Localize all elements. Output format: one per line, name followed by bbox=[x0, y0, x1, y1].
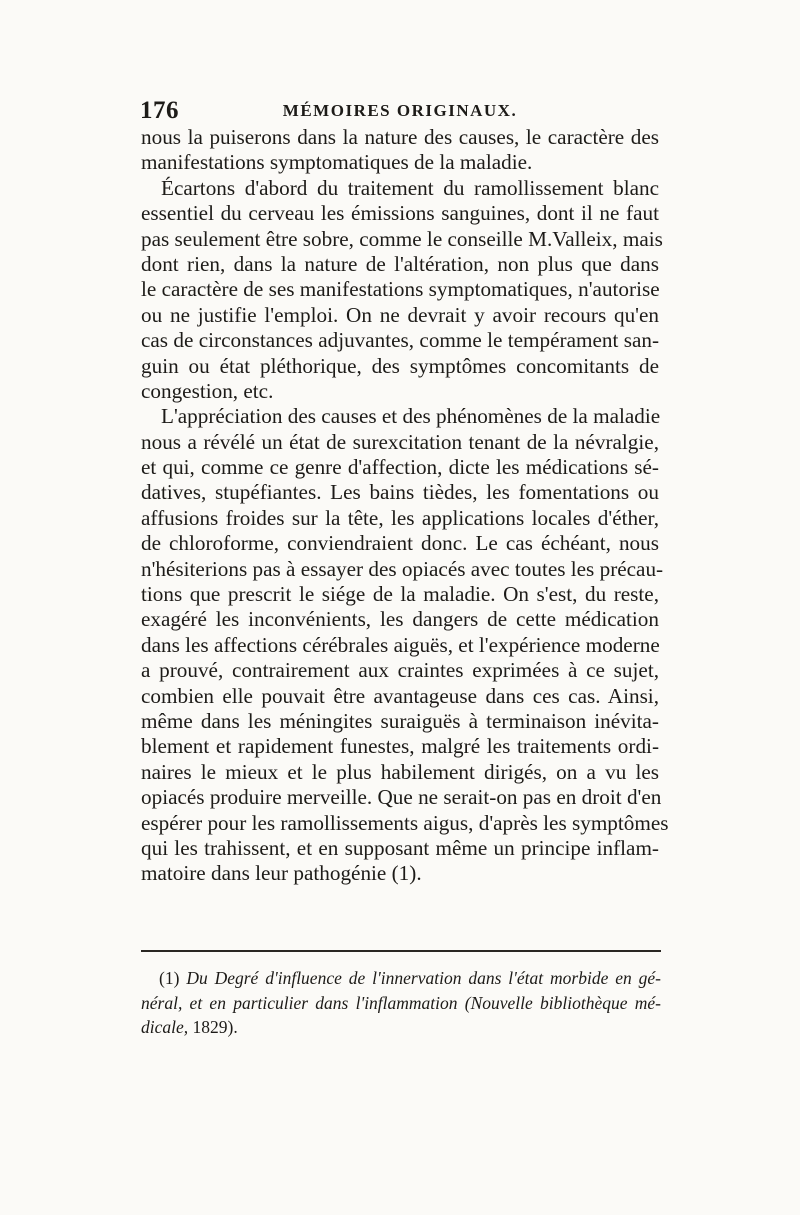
text-line: datives, stupéfiantes. Les bains tièdes, les fomentations ou bbox=[141, 480, 659, 505]
text-line: pas seulement être sobre, comme le conseille M.Valleix, mais bbox=[141, 226, 663, 251]
text-line: opiacés produire merveille. Que ne serait-on pas en droit d'en bbox=[141, 785, 662, 810]
text-line: de chloroforme, conviendraient donc. Le cas échéant, nous bbox=[141, 531, 659, 556]
page-header bbox=[140, 97, 660, 127]
body-text bbox=[141, 125, 669, 887]
text-line: combien elle pouvait être avantageuse dans ces cas. Ainsi, bbox=[141, 683, 659, 708]
footnote bbox=[141, 966, 661, 1040]
text-line: tions que prescrit le siége de la maladie. On s'est, du reste, bbox=[141, 582, 659, 607]
page-number: 176 bbox=[140, 97, 179, 124]
text-line: naires le mieux et le plus habilement dirigés, on a vu les bbox=[141, 759, 659, 784]
text-line: matoire dans leur pathogénie (1). bbox=[141, 861, 422, 886]
text-line: le caractère de ses manifestations symptomatiques, n'autorise bbox=[141, 277, 660, 302]
text-line: n'hésiterions pas à essayer des opiacés avec toutes les précau- bbox=[141, 556, 664, 581]
text-line: Écartons d'abord du traitement du ramollissement blanc bbox=[161, 175, 659, 200]
footnote-line: néral, et en particulier dans l'inflammation (Nouvelle bibliothèque mé- bbox=[141, 992, 661, 1013]
text-line: cas de circonstances adjuvantes, comme le tempérament san- bbox=[141, 328, 659, 353]
text-line: qui les trahissent, et en supposant même un principe inflam- bbox=[141, 835, 659, 860]
footnote-year: 1829). bbox=[188, 1017, 238, 1037]
text-line: ou ne justifie l'emploi. On ne devrait y avoir recours qu'en bbox=[141, 302, 659, 327]
text-line: a prouvé, contrairement aux craintes exprimées à ce sujet, bbox=[141, 658, 659, 683]
footnote-line bbox=[141, 966, 661, 991]
footnote-divider bbox=[141, 950, 661, 952]
text-line: nous a révélé un état de surexcitation tenant de la névralgie, bbox=[141, 429, 659, 454]
text-line: dont rien, dans la nature de l'altération, non plus que dans bbox=[141, 251, 659, 276]
text-line: blement et rapidement funestes, malgré les traitements ordi- bbox=[141, 734, 659, 759]
text-line: exagéré les inconvénients, les dangers de cette médication bbox=[141, 607, 659, 632]
text-line: espérer pour les ramollissements aigus, d'après les symptômes bbox=[141, 810, 669, 835]
text-line: dans les affections cérébrales aiguës, et l'expérience moderne bbox=[141, 632, 660, 657]
text-line: guin ou état pléthorique, des symptômes concomitants de bbox=[141, 353, 659, 378]
text-line: et qui, comme ce genre d'affection, dicte les médications sé- bbox=[141, 455, 659, 480]
footnote-text: dicale, bbox=[141, 1017, 189, 1037]
text-line: essentiel du cerveau les émissions sanguines, dont il ne faut bbox=[141, 201, 659, 226]
footnote-text: Du Degré d'influence de l'innervation dans l'état morbide en gé- bbox=[186, 968, 662, 988]
text-line: nous la puiserons dans la nature des causes, le caractère des bbox=[141, 125, 659, 149]
footnote-line bbox=[141, 1015, 661, 1040]
text-line: congestion, etc. bbox=[141, 378, 274, 403]
text-line: manifestations symptomatiques de la maladie. bbox=[141, 150, 533, 175]
text-line: L'appréciation des causes et des phénomènes de la maladie bbox=[161, 404, 661, 429]
running-title: MÉMOIRES ORIGINAUX. bbox=[282, 101, 518, 120]
text-line: même dans les méningites suraiguës à terminaison inévita- bbox=[141, 708, 659, 733]
text-line: affusions froides sur la tête, les applications locales d'éther, bbox=[141, 505, 659, 530]
footnote-marker: (1) bbox=[159, 968, 180, 988]
